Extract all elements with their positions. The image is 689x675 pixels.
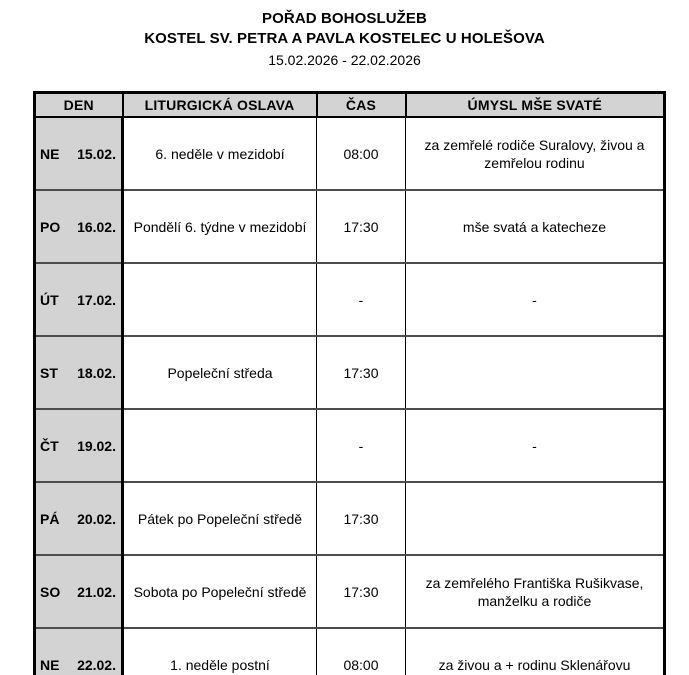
day-wrap — [36, 410, 121, 481]
celebration-cell: 6. neděle v mezidobí — [123, 117, 317, 190]
intention-cell: mše svatá a katecheze — [406, 190, 665, 263]
schedule-table — [33, 91, 666, 675]
time-cell: - — [317, 263, 406, 336]
day-date: 18.02. — [77, 364, 116, 381]
day-date: 19.02. — [77, 437, 116, 454]
time-cell: 17:30 — [317, 336, 406, 409]
day-wrap — [36, 118, 121, 189]
day-cell — [35, 336, 123, 409]
column-header-intention: ÚMYSL MŠE SVATÉ — [406, 93, 665, 118]
schedule-body — [35, 117, 665, 675]
day-cell — [35, 190, 123, 263]
day-wrap — [36, 337, 121, 408]
day-cell — [35, 409, 123, 482]
intention-cell: - — [406, 409, 665, 482]
table-row — [35, 482, 665, 555]
intention-cell: za zemřelé rodiče Suralovy, živou a zemřelou rodinu — [406, 117, 665, 190]
intention-cell — [406, 336, 665, 409]
page-title: POŘAD BOHOSLUŽEB — [262, 10, 427, 27]
day-cell — [35, 555, 123, 628]
header-row — [35, 93, 665, 118]
day-date: 22.02. — [77, 656, 116, 673]
church-name: KOSTEL SV. PETRA A PAVLA KOSTELEC U HOLEŠOVA — [144, 30, 545, 47]
day-cell — [35, 117, 123, 190]
day-cell — [35, 628, 123, 675]
column-header-time: ČAS — [317, 93, 406, 118]
celebration-cell: Pondělí 6. týdne v mezidobí — [123, 190, 317, 263]
celebration-cell: Sobota po Popeleční středě — [123, 555, 317, 628]
day-date: 17.02. — [77, 291, 116, 308]
day-abbreviation: ST — [40, 364, 58, 381]
celebration-cell — [123, 409, 317, 482]
day-date: 16.02. — [77, 218, 116, 235]
time-cell: 08:00 — [317, 628, 406, 675]
table-row — [35, 336, 665, 409]
day-wrap — [36, 191, 121, 262]
day-date: 21.02. — [77, 583, 116, 600]
day-abbreviation: PO — [40, 218, 61, 235]
day-wrap — [36, 264, 121, 335]
time-cell: 17:30 — [317, 555, 406, 628]
day-abbreviation: NE — [40, 145, 60, 162]
date-range: 15.02.2026 - 22.02.2026 — [268, 52, 421, 68]
celebration-cell — [123, 263, 317, 336]
day-wrap — [36, 629, 121, 675]
celebration-cell: 1. neděle postní — [123, 628, 317, 675]
day-abbreviation: PÁ — [40, 510, 60, 527]
table-row — [35, 628, 665, 675]
day-date: 20.02. — [77, 510, 116, 527]
day-abbreviation: SO — [40, 583, 61, 600]
day-abbreviation: NE — [40, 656, 60, 673]
column-header-day: DEN — [35, 93, 123, 118]
document-header — [0, 0, 689, 70]
intention-cell — [406, 482, 665, 555]
intention-cell: za živou a + rodinu Sklenářovu — [406, 628, 665, 675]
celebration-cell: Pátek po Popeleční středě — [123, 482, 317, 555]
celebration-cell: Popeleční středa — [123, 336, 317, 409]
time-cell: 08:00 — [317, 117, 406, 190]
intention-cell: za zemřelého Františka Rušikvase, manželku a rodiče — [406, 555, 665, 628]
table-row — [35, 117, 665, 190]
intention-cell: - — [406, 263, 665, 336]
column-header-celebration: LITURGICKÁ OSLAVA — [123, 93, 317, 118]
table-row — [35, 190, 665, 263]
day-abbreviation: ÚT — [40, 291, 59, 308]
day-date: 15.02. — [77, 145, 116, 162]
table-row — [35, 555, 665, 628]
table-row — [35, 409, 665, 482]
time-cell: - — [317, 409, 406, 482]
day-wrap — [36, 556, 121, 627]
day-abbreviation: ČT — [40, 437, 59, 454]
day-wrap — [36, 483, 121, 554]
day-cell — [35, 482, 123, 555]
day-cell — [35, 263, 123, 336]
time-cell: 17:30 — [317, 190, 406, 263]
table-row — [35, 263, 665, 336]
time-cell: 17:30 — [317, 482, 406, 555]
